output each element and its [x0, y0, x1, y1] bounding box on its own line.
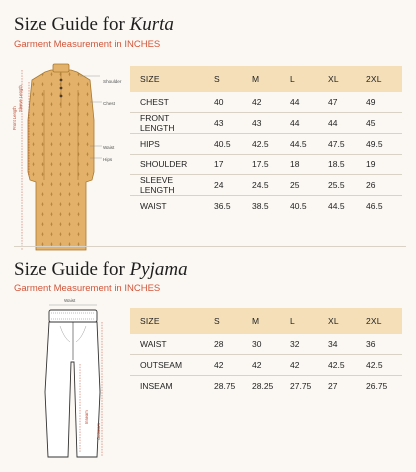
cell: 18 — [284, 154, 322, 175]
table-row — [130, 375, 402, 396]
kurta-header-m: M — [246, 66, 284, 92]
table-row — [130, 134, 402, 155]
cell: 25.5 — [322, 175, 360, 196]
kurta-header-2xl: 2XL — [360, 66, 402, 92]
kurta-title — [14, 14, 174, 36]
cell: 17.5 — [246, 154, 284, 175]
cell: 42.5 — [322, 355, 360, 376]
cell: 42.5 — [360, 355, 402, 376]
cell: 24.5 — [246, 175, 284, 196]
pyjama-title-name: Pyjama — [129, 259, 188, 280]
kurta-hips-label: Hips — [103, 157, 113, 162]
pyjama-size-table — [130, 308, 402, 396]
cell: 42 — [208, 355, 246, 376]
cell: 46.5 — [360, 196, 402, 217]
kurta-header-size: SIZE — [130, 66, 208, 92]
cell: 47 — [328, 97, 338, 107]
cell: 43 — [246, 113, 284, 134]
kurta-title-name: Kurta — [129, 14, 174, 35]
row-label: HIPS — [130, 134, 208, 155]
row-label: SLEEVE LENGTH — [130, 175, 208, 196]
pyjama-header-l: L — [284, 308, 322, 334]
kurta-size-table — [130, 66, 402, 216]
table-row — [130, 355, 402, 376]
row-label: CHEST — [140, 97, 169, 107]
row-label: FRONT LENGTH — [130, 113, 208, 134]
cell: 17 — [208, 154, 246, 175]
pyjama-header-size: SIZE — [130, 308, 208, 334]
pyjama-header-2xl: 2XL — [360, 308, 402, 334]
cell: 25 — [284, 175, 322, 196]
cell: 34 — [328, 339, 338, 349]
kurta-sleeve-length-label: Sleeve Length — [18, 85, 23, 112]
table-row — [130, 196, 402, 217]
cell: 28 — [214, 339, 224, 349]
cell: 19 — [360, 154, 402, 175]
cell: 42 — [246, 355, 284, 376]
cell: 32 — [290, 339, 300, 349]
cell: 38.5 — [246, 196, 284, 217]
cell: 47.5 — [322, 134, 360, 155]
cell: 49.5 — [360, 134, 402, 155]
kurta-chest-label: Chest — [103, 101, 116, 106]
pyjama-inseam-label: Inseam — [84, 410, 89, 424]
cell: 42 — [284, 355, 322, 376]
table-row — [130, 92, 402, 113]
pyjama-outseam-label: Outseam — [96, 423, 101, 440]
table-row — [130, 334, 402, 355]
section-divider — [14, 246, 406, 247]
pyjama-waist-label: Waist — [64, 298, 76, 303]
cell: 40 — [214, 97, 224, 107]
cell: 49 — [366, 97, 376, 107]
cell: 30 — [252, 339, 262, 349]
pyjama-header-s: S — [208, 308, 246, 334]
row-label: SHOULDER — [130, 154, 208, 175]
row-label: OUTSEAM — [130, 355, 208, 376]
pyjama-title-prefix: Size Guide for — [14, 259, 130, 280]
row-label: WAIST — [140, 339, 167, 349]
pyjama-header-m: M — [246, 308, 284, 334]
table-row — [130, 154, 402, 175]
cell: 44 — [284, 113, 322, 134]
cell: 43 — [208, 113, 246, 134]
cell: 28.75 — [208, 375, 246, 396]
kurta-subtitle: Garment Measurement in INCHES — [14, 39, 161, 50]
cell: 42 — [252, 97, 262, 107]
pyjama-subtitle: Garment Measurement in INCHES — [14, 283, 161, 294]
cell: 27.75 — [284, 375, 322, 396]
cell: 44 — [290, 97, 300, 107]
cell: 44.5 — [284, 134, 322, 155]
cell: 40.5 — [284, 196, 322, 217]
cell: 27 — [322, 375, 360, 396]
kurta-table-header-row — [130, 66, 402, 92]
table-row — [130, 175, 402, 196]
kurta-waist-label: Waist — [103, 145, 115, 150]
cell: 36 — [366, 339, 376, 349]
cell: 40.5 — [208, 134, 246, 155]
cell: 36.5 — [208, 196, 246, 217]
kurta-header-l: L — [284, 66, 322, 92]
pyjama-table-header-row — [130, 308, 402, 334]
row-label: WAIST — [130, 196, 208, 217]
kurta-header-s: S — [208, 66, 246, 92]
kurta-shoulder-label: Shoulder — [103, 79, 122, 84]
cell: 24 — [208, 175, 246, 196]
cell: 26.75 — [360, 375, 402, 396]
kurta-header-xl: XL — [322, 66, 360, 92]
cell: 42.5 — [246, 134, 284, 155]
cell: 45 — [360, 113, 402, 134]
cell: 26 — [360, 175, 402, 196]
cell: 28.25 — [246, 375, 284, 396]
cell: 44.5 — [322, 196, 360, 217]
kurta-title-prefix: Size Guide for — [14, 14, 130, 35]
cell: 18.5 — [322, 154, 360, 175]
kurta-front-length-label: Front Length — [12, 106, 17, 130]
pyjama-header-xl: XL — [322, 308, 360, 334]
table-row — [130, 113, 402, 134]
pyjama-title — [14, 259, 188, 281]
row-label: INSEAM — [130, 375, 208, 396]
kurta-illustration — [20, 60, 102, 252]
cell: 44 — [322, 113, 360, 134]
